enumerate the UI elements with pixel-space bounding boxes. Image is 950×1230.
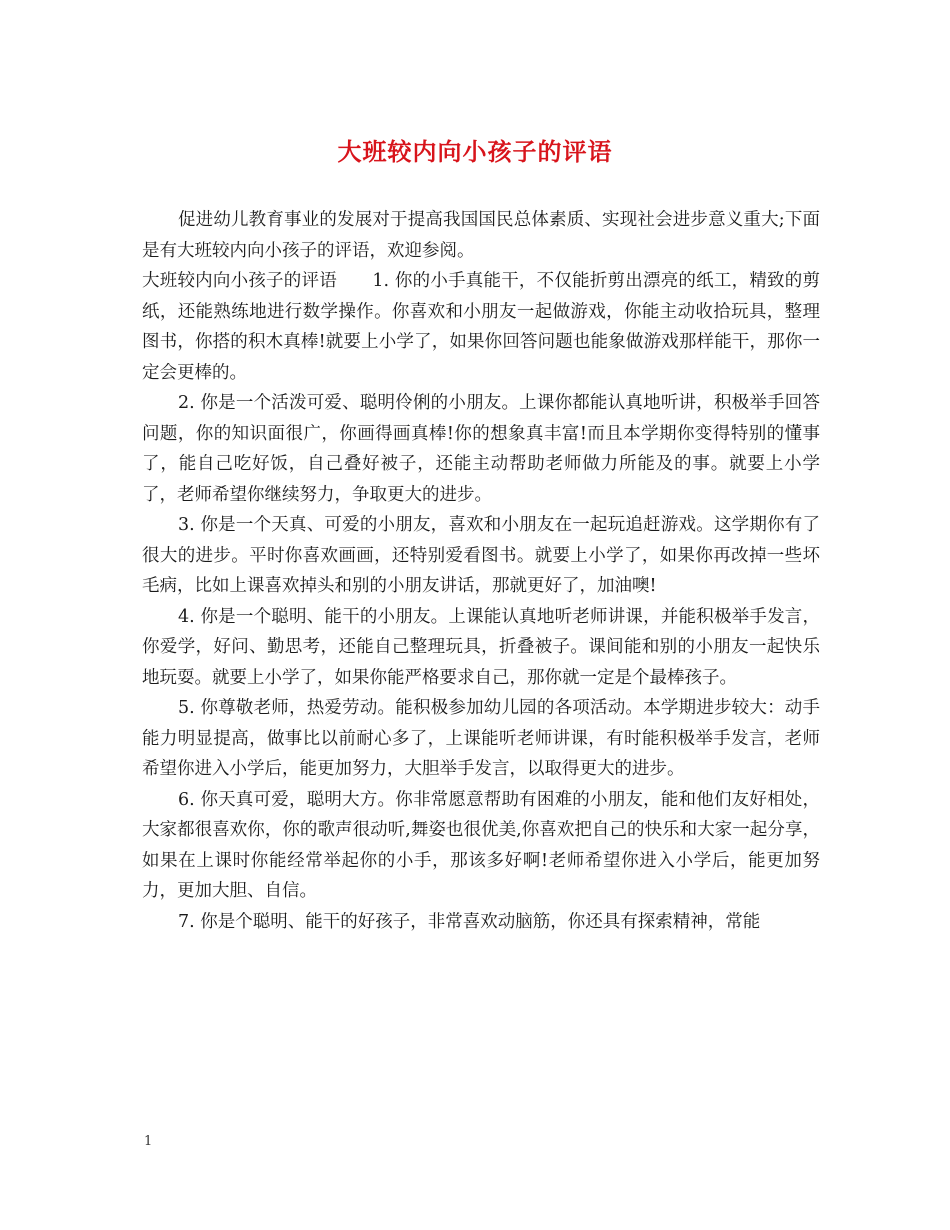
document-title: 大班较内向小孩子的评语 (337, 137, 613, 166)
intro-paragraph: 促进幼儿教育事业的发展对于提高我国国民总体素质、实现社会进步意义重大;下面是有大班较内向小孩子的评语，欢迎参阅。 (142, 210, 820, 261)
comment-paragraph-3: 3. 你是一个天真、可爱的小朋友，喜欢和小朋友在一起玩追赶游戏。这学期你有了很大的进步。平时你喜欢画画，还特别爱看图书。就要上小学了，如果你再改掉一些坏毛病，比如上课喜欢掉头和别的小朋友讲话，那就更好了，加油噢! (142, 515, 820, 596)
comment-paragraph-7: 7. 你是个聪明、能干的好孩子，非常喜欢动脑筋，你还具有探索精神，常能 (178, 911, 761, 932)
document-body (142, 205, 820, 937)
comment-paragraph-4: 4. 你是一个聪明、能干的小朋友。上课能认真地听老师讲课，并能积极举手发言，你爱学，好问、勤思考，还能自己整理玩具，折叠被子。课间能和别的小朋友一起快乐地玩耍。就要上小学了，如果你能严格要求自己，那你就一定是个最棒孩子。 (142, 606, 820, 688)
first-comment-paragraph: 大班较内向小孩子的评语 1. 你的小手真能干，不仅能折剪出漂亮的纸工，精致的剪纸，还能熟练地进行数学操作。你喜欢和小朋友一起做游戏，你能主动收拾玩具，整理图书，你搭的积木真棒!就要上小学了，如果你回答问题也能象做游戏那样能干，那你一定会更棒的。 (142, 271, 820, 383)
comment-paragraph-5: 5. 你尊敬老师，热爱劳动。能积极参加幼儿园的各项活动。本学期进步较大：动手能力明显提高，做事比以前耐心多了，上课能听老师讲课，有时能积极举手发言，老师希望你进入小学后，能更加努力，大胆举手发言，以取得更大的进步。 (142, 698, 820, 779)
comment-paragraph-2: 2. 你是一个活泼可爱、聪明伶俐的小朋友。上课你都能认真地听讲，积极举手回答问题，你的知识面很广，你画得画真棒!你的想象真丰富!而且本学期你变得特别的懂事了，能自己吃好饭，自己叠好被子，还能主动帮助老师做力所能及的事。就要上小学了，老师希望你继续努力，争取更大的进步。 (142, 393, 820, 505)
page-number: 1 (144, 1134, 153, 1149)
comment-paragraph-6: 6. 你天真可爱，聪明大方。你非常愿意帮助有困难的小朋友，能和他们友好相处，大家都很喜欢你，你的歌声很动听,舞姿也很优美,你喜欢把自己的快乐和大家一起分享，如果在上课时你能经常举起你的小手，那该多好啊!老师希望你进入小学后，能更加努力，更加大胆、自信。 (142, 789, 820, 901)
